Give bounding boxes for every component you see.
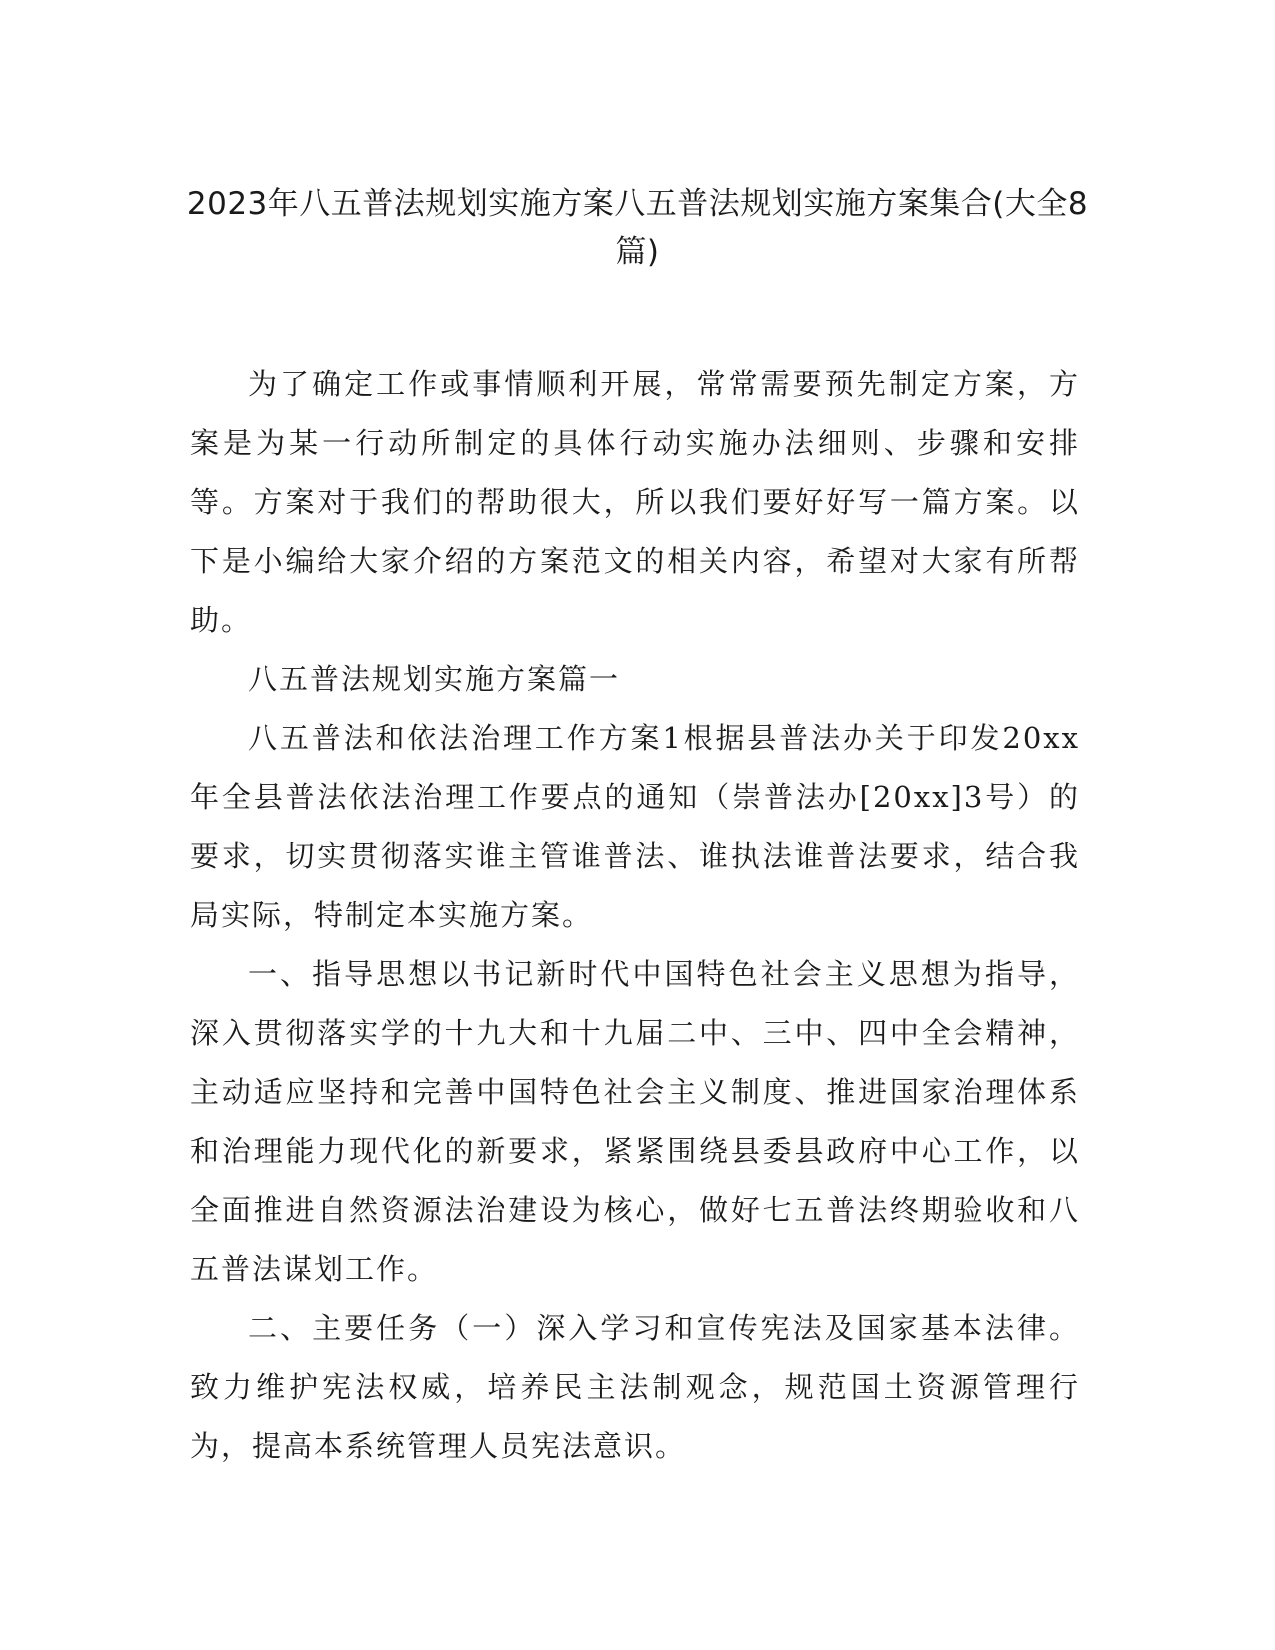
- paragraph-section-heading: 八五普法规划实施方案篇一: [248, 662, 621, 696]
- paragraph-intro: 为了确定工作或事情顺利开展，常常需要预先制定方案，方案是为某一行动所制定的具体行动实施办法细则、步骤和安排等。方案对于我们的帮助很大，所以我们要好好写一篇方案。以下是小编给大家介绍的方案范文的相关内容，希望对大家有所帮助。: [190, 367, 1080, 637]
- paragraph-plan-intro: 八五普法和依法治理工作方案1根据县普法办关于印发20xx年全县普法依法治理工作要点的通知（崇普法办[20xx]3号）的要求，切实贯彻落实谁主管谁普法、谁执法谁普法要求，结合我局实际，特制定本实施方案。: [190, 721, 1080, 932]
- document-title: 2023年八五普法规划实施方案八五普法规划实施方案集合(大全8篇): [186, 186, 1089, 270]
- paragraph-guiding-thought: 一、指导思想以书记新时代中国特色社会主义思想为指导，深入贯彻落实学的十九大和十九届二中、三中、四中全会精神，主动适应坚持和完善中国特色社会主义制度、推进国家治理体系和治理能力现代化的新要求，紧紧围绕县委县政府中心工作，以全面推进自然资源法治建设为核心，做好七五普法终期验收和八五普法谋划工作。: [190, 957, 1080, 1286]
- paragraph-main-tasks: 二、主要任务（一）深入学习和宣传宪法及国家基本法律。致力维护宪法权威，培养民主法制观念，规范国土资源管理行为，提高本系统管理人员宪法意识。: [190, 1311, 1080, 1463]
- document-body: [190, 355, 1080, 1476]
